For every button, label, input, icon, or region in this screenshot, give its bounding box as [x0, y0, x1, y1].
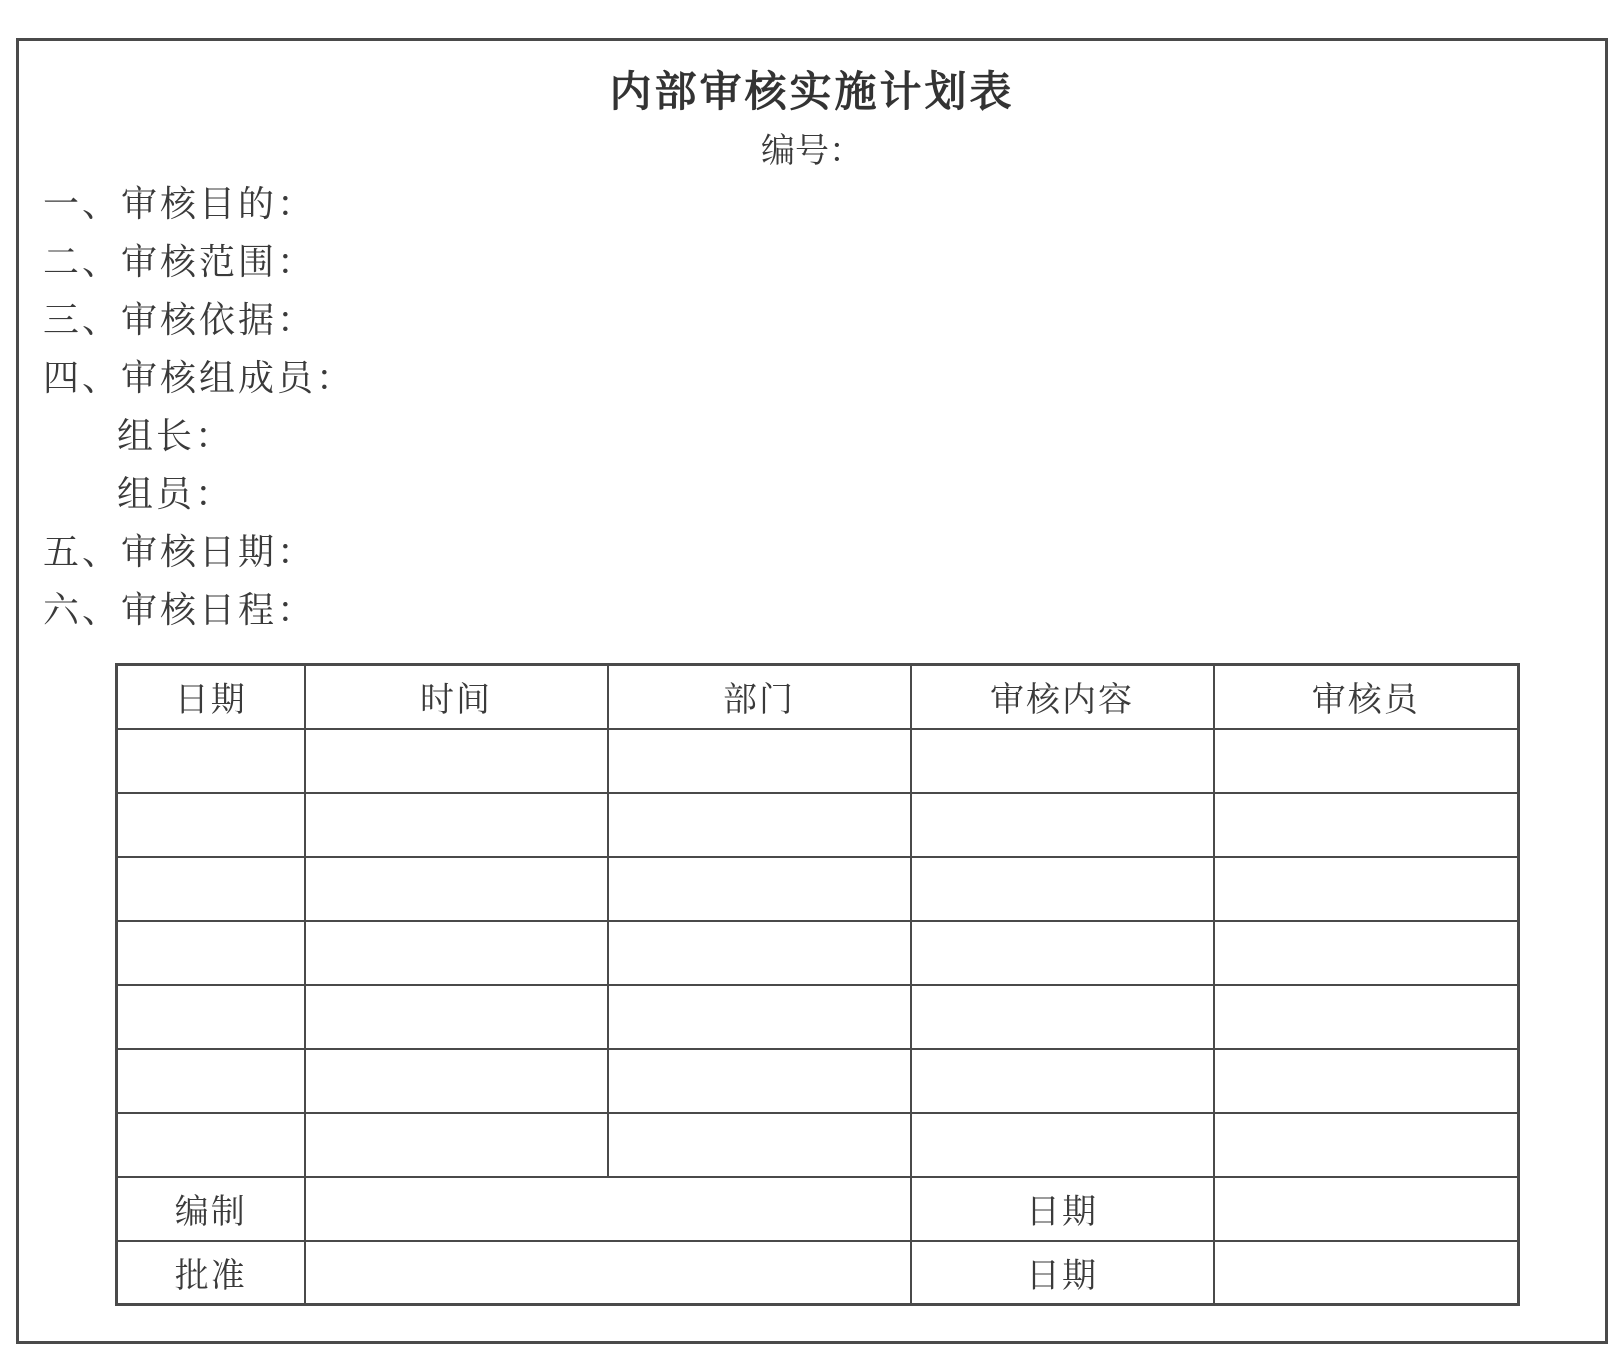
table-row — [117, 1049, 1519, 1113]
audit-content-cell[interactable] — [911, 1049, 1214, 1113]
department-cell[interactable] — [608, 1113, 911, 1177]
table-row — [117, 729, 1519, 793]
section-audit-schedule: 六、审核日程： — [43, 590, 317, 631]
audit-content-cell[interactable] — [911, 857, 1214, 921]
date-cell[interactable] — [117, 921, 305, 985]
section-audit-basis: 三、审核依据： — [43, 300, 317, 341]
department-cell[interactable] — [608, 793, 911, 857]
approved-by-field[interactable] — [305, 1241, 911, 1305]
auditor-cell[interactable] — [1214, 857, 1519, 921]
section-audit-scope: 二、审核范围： — [43, 242, 317, 283]
time-cell[interactable] — [305, 921, 608, 985]
section-audit-team: 四、审核组成员： — [43, 358, 356, 399]
auditor-cell[interactable] — [1214, 921, 1519, 985]
department-cell[interactable] — [608, 729, 911, 793]
table-row — [117, 857, 1519, 921]
department-cell[interactable] — [608, 985, 911, 1049]
date-cell[interactable] — [117, 1049, 305, 1113]
audit-content-cell[interactable] — [911, 985, 1214, 1049]
auditor-cell[interactable] — [1214, 985, 1519, 1049]
form-title: 内部审核实施计划表 — [609, 67, 1015, 116]
date-cell[interactable] — [117, 985, 305, 1049]
auditor-cell[interactable] — [1214, 729, 1519, 793]
approved-by-label: 批准 — [117, 1241, 305, 1305]
prepared-date-field[interactable] — [1214, 1177, 1519, 1241]
prepared-by-field[interactable] — [305, 1177, 911, 1241]
audit-content-cell[interactable] — [911, 793, 1214, 857]
form-sheet — [16, 38, 1608, 1344]
date-cell[interactable] — [117, 729, 305, 793]
auditor-cell[interactable] — [1214, 1049, 1519, 1113]
prepared-by-label: 编制 — [117, 1177, 305, 1241]
auditor-cell[interactable] — [1214, 1113, 1519, 1177]
approved-by-row — [117, 1241, 1519, 1305]
header-department: 部门 — [608, 665, 911, 729]
date-cell[interactable] — [117, 1113, 305, 1177]
department-cell[interactable] — [608, 1049, 911, 1113]
header-audit-content: 审核内容 — [911, 665, 1214, 729]
date-cell[interactable] — [117, 857, 305, 921]
time-cell[interactable] — [305, 857, 608, 921]
audit-content-cell[interactable] — [911, 729, 1214, 793]
header-auditor: 审核员 — [1214, 665, 1519, 729]
audit-content-cell[interactable] — [911, 1113, 1214, 1177]
audit-schedule-table — [115, 663, 1520, 1306]
time-cell[interactable] — [305, 729, 608, 793]
prepared-by-row — [117, 1177, 1519, 1241]
auditor-cell[interactable] — [1214, 793, 1519, 857]
date-cell[interactable] — [117, 793, 305, 857]
department-cell[interactable] — [608, 857, 911, 921]
table-row — [117, 1113, 1519, 1177]
audit-content-cell[interactable] — [911, 921, 1214, 985]
document-number-label: 编号： — [761, 131, 863, 171]
time-cell[interactable] — [305, 985, 608, 1049]
section-audit-purpose: 一、审核目的： — [43, 184, 317, 225]
header-date: 日期 — [117, 665, 305, 729]
table-row — [117, 793, 1519, 857]
team-leader-label: 组长： — [117, 416, 235, 457]
department-cell[interactable] — [608, 921, 911, 985]
table-row — [117, 985, 1519, 1049]
section-audit-date: 五、审核日期： — [43, 532, 317, 573]
prepared-date-label: 日期 — [911, 1177, 1214, 1241]
time-cell[interactable] — [305, 1113, 608, 1177]
table-header-row — [117, 665, 1519, 729]
time-cell[interactable] — [305, 1049, 608, 1113]
team-members-label: 组员： — [117, 474, 235, 515]
approved-date-field[interactable] — [1214, 1241, 1519, 1305]
table-row — [117, 921, 1519, 985]
time-cell[interactable] — [305, 793, 608, 857]
approved-date-label: 日期 — [911, 1241, 1214, 1305]
header-time: 时间 — [305, 665, 608, 729]
